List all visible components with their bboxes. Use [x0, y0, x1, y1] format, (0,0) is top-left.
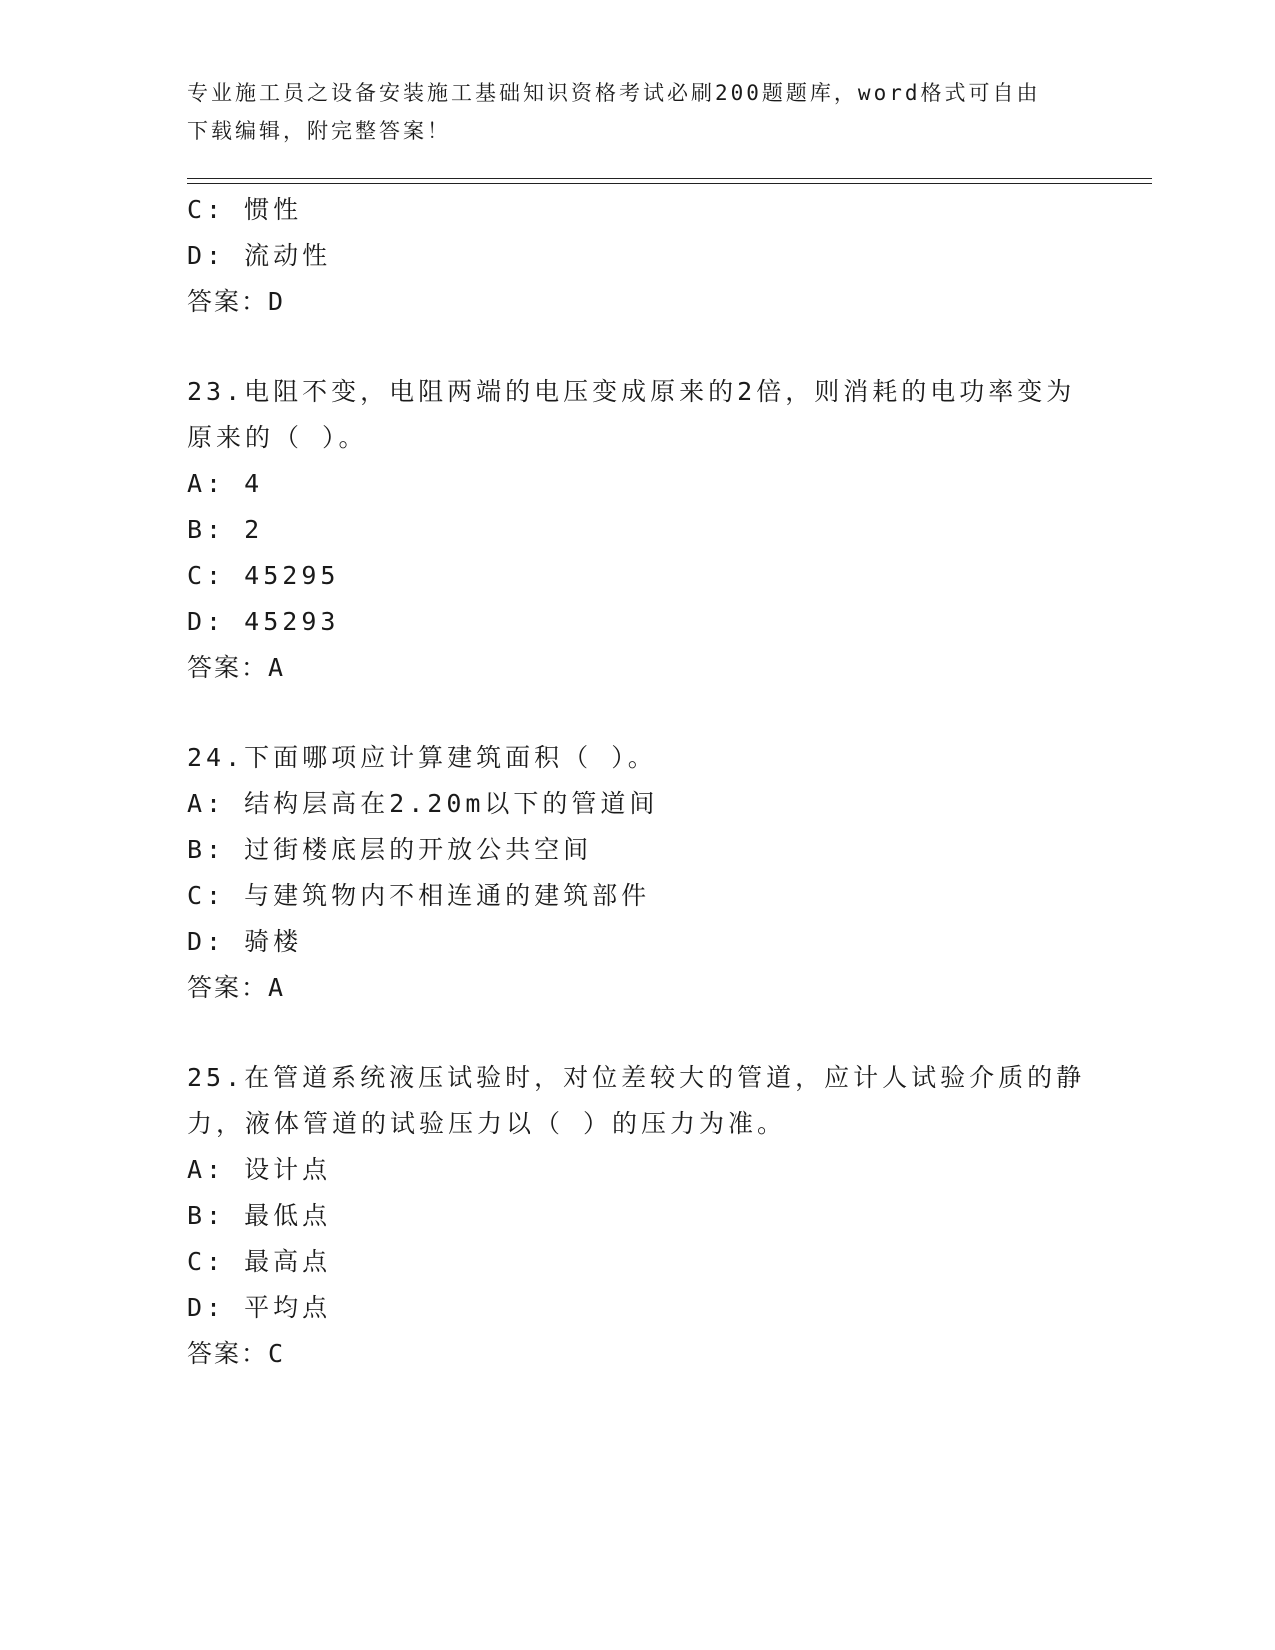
- answer-line: 答案：A: [187, 973, 286, 1002]
- question-stem: 力，液体管道的试验压力以（ ）的压力为准。: [187, 1109, 787, 1138]
- document-body: [187, 187, 1087, 1377]
- answer-line: 答案：C: [187, 1339, 286, 1368]
- option-d: D: 平均点: [187, 1293, 332, 1322]
- question-stem: 24.下面哪项应计算建筑面积（ ）。: [187, 743, 657, 772]
- header-line-2: 下载编辑，附完整答案！: [187, 119, 451, 143]
- option-a: A: 4: [187, 469, 264, 498]
- option-c: C: 45295: [187, 561, 340, 590]
- spacer: [187, 325, 1087, 369]
- option-b: B: 过街楼底层的开放公共空间: [187, 835, 593, 864]
- option-d: D: 骑楼: [187, 927, 303, 956]
- option-d: D: 流动性: [187, 241, 332, 270]
- answer-line: 答案：D: [187, 287, 286, 316]
- option-c: C: 惯性: [187, 195, 303, 224]
- question-stem: 23.电阻不变，电阻两端的电压变成原来的2倍，则消耗的电功率变为: [187, 377, 1076, 406]
- header-divider-top: [187, 178, 1152, 179]
- question-stem: 原来的（ ）。: [187, 423, 368, 452]
- question-22-tail: [187, 187, 1087, 325]
- question-23: [187, 369, 1087, 691]
- header-line-1: 专业施工员之设备安装施工基础知识资格考试必刷200题题库，word格式可自由: [187, 81, 1041, 105]
- option-b: B: 最低点: [187, 1201, 332, 1230]
- question-stem: 25.在管道系统液压试验时，对位差较大的管道，应计人试验介质的静: [187, 1063, 1086, 1092]
- document-header: [187, 74, 1067, 150]
- option-c: C: 与建筑物内不相连通的建筑部件: [187, 881, 651, 910]
- option-a: A: 结构层高在2.20m以下的管道间: [187, 789, 659, 818]
- answer-line: 答案：A: [187, 653, 286, 682]
- option-b: B: 2: [187, 515, 264, 544]
- spacer: [187, 1011, 1087, 1055]
- spacer: [187, 691, 1087, 735]
- question-25: [187, 1055, 1087, 1377]
- option-c: C: 最高点: [187, 1247, 332, 1276]
- header-divider-bottom: [187, 183, 1152, 184]
- option-a: A: 设计点: [187, 1155, 332, 1184]
- question-24: [187, 735, 1087, 1011]
- option-d: D: 45293: [187, 607, 340, 636]
